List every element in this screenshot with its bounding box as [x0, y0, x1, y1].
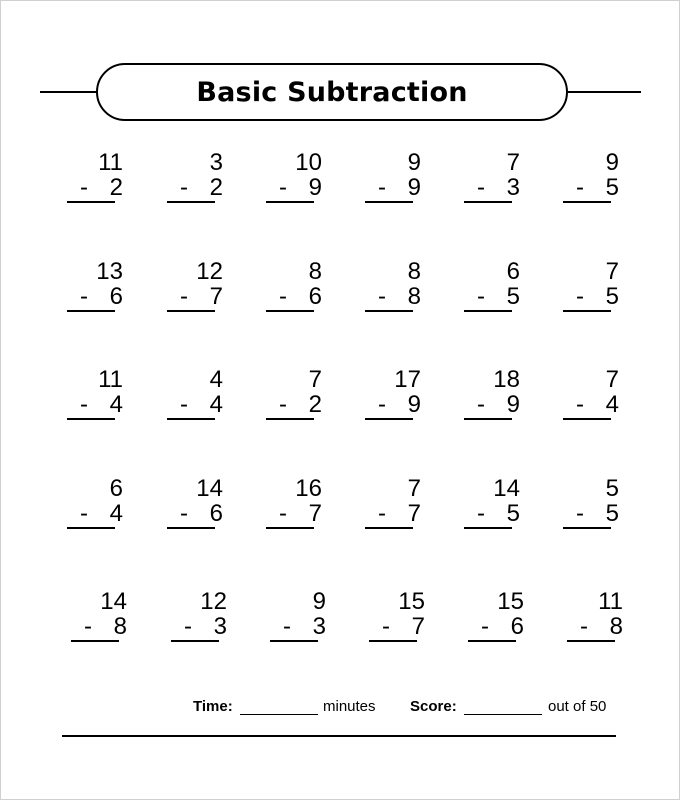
minus-sign: -	[576, 283, 584, 310]
answer-line[interactable]	[71, 640, 119, 642]
minus-sign: -	[580, 613, 588, 640]
title-rule-right	[568, 91, 641, 93]
minuend: 9	[312, 588, 326, 615]
minus-sign: -	[576, 391, 584, 418]
minus-sign: -	[80, 283, 88, 310]
minuend: 8	[308, 258, 322, 285]
minus-sign: -	[180, 391, 188, 418]
subtraction-problem	[464, 151, 524, 201]
minuend: 6	[506, 258, 520, 285]
answer-line[interactable]	[464, 310, 512, 312]
minuend: 15	[398, 588, 425, 615]
minuend: 7	[605, 258, 619, 285]
subtrahend: 5	[506, 283, 520, 310]
worksheet-title: Basic Subtraction	[196, 76, 468, 108]
minuend: 9	[407, 149, 421, 176]
minus-sign: -	[180, 283, 188, 310]
title-banner	[96, 63, 568, 121]
subtraction-problem	[468, 590, 528, 640]
minuend: 6	[109, 475, 123, 502]
answer-line[interactable]	[464, 418, 512, 420]
subtrahend: 8	[407, 283, 421, 310]
score-suffix: out of 50	[548, 698, 607, 715]
answer-line[interactable]	[67, 310, 115, 312]
minuend: 15	[497, 588, 524, 615]
score-label: Score:	[410, 698, 457, 715]
subtrahend: 6	[510, 613, 524, 640]
minuend: 10	[295, 149, 322, 176]
subtraction-problem	[67, 260, 127, 310]
answer-line[interactable]	[266, 418, 314, 420]
minus-sign: -	[382, 613, 390, 640]
answer-line[interactable]	[266, 527, 314, 529]
minuend: 18	[493, 366, 520, 393]
minus-sign: -	[378, 500, 386, 527]
minus-sign: -	[477, 500, 485, 527]
subtraction-problem	[563, 260, 623, 310]
answer-line[interactable]	[563, 418, 611, 420]
minus-sign: -	[184, 613, 192, 640]
subtrahend: 9	[407, 174, 421, 201]
answer-line[interactable]	[365, 310, 413, 312]
subtrahend: 3	[213, 613, 227, 640]
subtrahend: 6	[308, 283, 322, 310]
subtrahend: 7	[411, 613, 425, 640]
answer-line[interactable]	[567, 640, 615, 642]
subtraction-problem	[67, 477, 127, 527]
minus-sign: -	[378, 174, 386, 201]
minuend: 12	[196, 258, 223, 285]
subtraction-problem	[563, 151, 623, 201]
minus-sign: -	[283, 613, 291, 640]
minuend: 7	[605, 366, 619, 393]
minuend: 7	[506, 149, 520, 176]
subtraction-problem	[266, 151, 326, 201]
subtraction-problem	[464, 368, 524, 418]
minus-sign: -	[279, 391, 287, 418]
time-label: Time:	[193, 698, 233, 715]
minuend: 7	[407, 475, 421, 502]
subtrahend: 5	[506, 500, 520, 527]
minuend: 14	[196, 475, 223, 502]
minuend: 13	[96, 258, 123, 285]
answer-line[interactable]	[365, 201, 413, 203]
minus-sign: -	[378, 391, 386, 418]
subtraction-problem	[266, 260, 326, 310]
subtraction-problem	[171, 590, 231, 640]
subtrahend: 5	[605, 500, 619, 527]
subtrahend: 4	[109, 500, 123, 527]
minuend: 11	[98, 366, 123, 393]
answer-line[interactable]	[67, 527, 115, 529]
subtrahend: 2	[209, 174, 223, 201]
subtraction-problem	[67, 151, 127, 201]
subtraction-problem	[464, 477, 524, 527]
subtrahend: 4	[109, 391, 123, 418]
subtrahend: 9	[506, 391, 520, 418]
minus-sign: -	[279, 500, 287, 527]
answer-line[interactable]	[67, 201, 115, 203]
subtraction-problem	[167, 151, 227, 201]
answer-line[interactable]	[167, 310, 215, 312]
minus-sign: -	[279, 174, 287, 201]
minuend: 7	[308, 366, 322, 393]
minuend: 17	[394, 366, 421, 393]
subtrahend: 3	[506, 174, 520, 201]
title-rule-left	[40, 91, 98, 93]
answer-line[interactable]	[563, 310, 611, 312]
answer-line[interactable]	[167, 527, 215, 529]
answer-line[interactable]	[468, 640, 516, 642]
minus-sign: -	[477, 283, 485, 310]
subtrahend: 8	[113, 613, 127, 640]
answer-line[interactable]	[563, 201, 611, 203]
subtrahend: 8	[609, 613, 623, 640]
subtrahend: 4	[605, 391, 619, 418]
subtraction-problem	[563, 368, 623, 418]
answer-line[interactable]	[67, 418, 115, 420]
minuend: 11	[598, 588, 623, 615]
bottom-rule	[62, 735, 616, 737]
subtrahend: 5	[605, 174, 619, 201]
minus-sign: -	[481, 613, 489, 640]
subtraction-problem	[365, 151, 425, 201]
subtrahend: 5	[605, 283, 619, 310]
subtrahend: 9	[407, 391, 421, 418]
subtrahend: 2	[308, 391, 322, 418]
minuend: 12	[200, 588, 227, 615]
subtraction-problem	[266, 477, 326, 527]
answer-line[interactable]	[369, 640, 417, 642]
subtraction-problem	[270, 590, 330, 640]
minuend: 9	[605, 149, 619, 176]
subtraction-problem	[464, 260, 524, 310]
minus-sign: -	[80, 500, 88, 527]
minus-sign: -	[180, 500, 188, 527]
minus-sign: -	[576, 174, 584, 201]
subtrahend: 6	[109, 283, 123, 310]
answer-line[interactable]	[563, 527, 611, 529]
minus-sign: -	[180, 174, 188, 201]
subtraction-problem	[167, 260, 227, 310]
minuend: 11	[98, 149, 123, 176]
minus-sign: -	[84, 613, 92, 640]
answer-line[interactable]	[270, 640, 318, 642]
time-unit: minutes	[323, 698, 376, 715]
answer-line[interactable]	[464, 201, 512, 203]
minus-sign: -	[279, 283, 287, 310]
subtraction-problem	[67, 368, 127, 418]
subtrahend: 3	[312, 613, 326, 640]
answer-line[interactable]	[266, 310, 314, 312]
subtraction-problem	[365, 368, 425, 418]
subtraction-problem	[167, 477, 227, 527]
minus-sign: -	[477, 391, 485, 418]
subtraction-problem	[563, 477, 623, 527]
subtrahend: 7	[308, 500, 322, 527]
subtrahend: 4	[209, 391, 223, 418]
minuend: 16	[295, 475, 322, 502]
minuend: 4	[209, 366, 223, 393]
subtrahend: 7	[209, 283, 223, 310]
answer-line[interactable]	[365, 527, 413, 529]
subtraction-problem	[365, 260, 425, 310]
minuend: 14	[493, 475, 520, 502]
subtraction-problem	[266, 368, 326, 418]
minus-sign: -	[80, 174, 88, 201]
subtraction-problem	[567, 590, 627, 640]
minus-sign: -	[80, 391, 88, 418]
subtraction-problem	[167, 368, 227, 418]
subtraction-problem	[369, 590, 429, 640]
time-blank[interactable]	[240, 714, 318, 715]
minuend: 14	[100, 588, 127, 615]
subtrahend: 9	[308, 174, 322, 201]
answer-line[interactable]	[266, 201, 314, 203]
subtrahend: 6	[209, 500, 223, 527]
answer-line[interactable]	[167, 418, 215, 420]
minus-sign: -	[477, 174, 485, 201]
minuend: 5	[605, 475, 619, 502]
subtrahend: 7	[407, 500, 421, 527]
minus-sign: -	[576, 500, 584, 527]
answer-line[interactable]	[171, 640, 219, 642]
answer-line[interactable]	[365, 418, 413, 420]
minus-sign: -	[378, 283, 386, 310]
score-blank[interactable]	[464, 714, 542, 715]
footer	[0, 697, 680, 719]
answer-line[interactable]	[464, 527, 512, 529]
minuend: 3	[209, 149, 223, 176]
answer-line[interactable]	[167, 201, 215, 203]
subtrahend: 2	[109, 174, 123, 201]
minuend: 8	[407, 258, 421, 285]
subtraction-problem	[71, 590, 131, 640]
subtraction-problem	[365, 477, 425, 527]
